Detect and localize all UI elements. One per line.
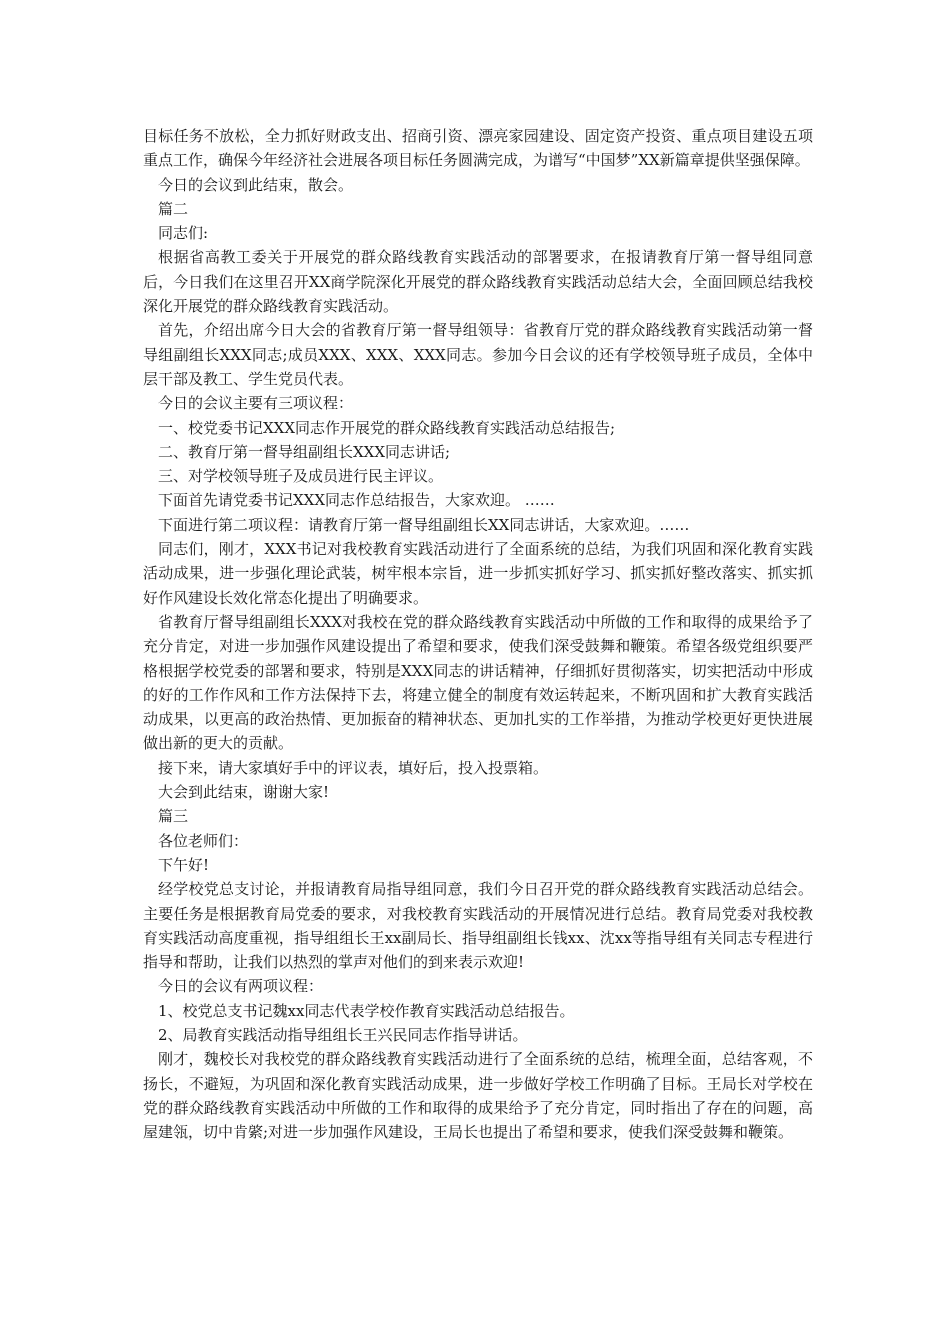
paragraph: 首先，介绍出席今日大会的省教育厅第一督导组领导：省教育厅党的群众路线教育实践活动第一督导组副组长XXX同志;成员XXX、XXX、XXX同志。参加今日会议的还有学校领导班子成员，全体中层干部及教工、学生党员代表。 (143, 321, 813, 388)
paragraph: 目标任务不放松，全力抓好财政支出、招商引资、漂亮家园建设、固定资产投资、重点项目建设五项重点工作，确保今年经济社会进展各项目标任务圆满完成，为谱写“中国梦”XX新篇章提供坚强保障。 (143, 127, 813, 170)
section-heading: 篇二 (158, 199, 189, 218)
agenda-item: 1、校党总支书记魏xx同志代表学校作教育实践活动总结报告。 (158, 1001, 575, 1020)
agenda-item: 2、局教育实践活动指导组组长王兴民同志作指导讲话。 (158, 1025, 528, 1044)
paragraph: 省教育厅督导组副组长XXX对我校在党的群众路线教育实践活动中所做的工作和取得的成果给予了充分肯定，对进一步加强作风建设提出了希望和要求，使我们深受鼓舞和鞭策。希望各级党组织要严格根据学校党委的部署和要求，特别是XXX同志的讲话精神，仔细抓好贯彻落实，切实把活动中形成的好的工作作风和工作方法保持下去，将建立健全的制度有效运转起来，不断巩固和扩大教育实践活动成果，以更高的政治热情、更加振奋的精神状态、更加扎实的工作举措，为推动学校更好更快进展做出新的更大的贡献。 (143, 612, 813, 753)
paragraph: 刚才，魏校长对我校党的群众路线教育实践活动进行了全面系统的总结，梳理全面，总结客观，不扬长，不避短，为巩固和深化教育实践活动成果，进一步做好学校工作明确了目标。王局长对学校在党的群众路线教育实践活动中所做的工作和取得的成果给予了充分肯定，同时指出了存在的问题，高屋建瓴，切中肯綮;对进一步加强作风建设，王局长也提出了希望和要求，使我们深受鼓舞和鞭策。 (143, 1050, 813, 1142)
section-heading: 篇三 (158, 807, 189, 826)
paragraph: 今日的会议到此结束，散会。 (158, 175, 354, 194)
agenda-item: 一、校党委书记XXX同志作开展党的群众路线教育实践活动总结报告; (158, 418, 616, 437)
paragraph: 下面进行第二项议程：请教育厅第一督导组副组长XX同志讲话，大家欢迎。…… (158, 515, 690, 534)
paragraph: 下面首先请党委书记XXX同志作总结报告，大家欢迎。 …… (158, 491, 555, 510)
paragraph: 同志们，刚才，XXX书记对我校教育实践活动进行了全面系统的总结，为我们巩固和深化教育实践活动成果，进一步强化理论武装，树牢根本宗旨，进一步抓实抓好学习、抓实抓好整改落实、抓实抓好作风建设长效化常态化提出了明确要求。 (143, 540, 813, 607)
document-body (143, 124, 813, 1144)
agenda-item: 二、教育厅第一督导组副组长XXX同志讲话; (158, 442, 451, 461)
paragraph: 经学校党总支讨论，并报请教育局指导组同意，我们今日召开党的群众路线教育实践活动总结会。主要任务是根据教育局党委的要求，对我校教育实践活动的开展情况进行总结。教育局党委对我校教育实践活动高度重视，指导组组长王xx副局长、指导组副组长钱xx、沈xx等指导组有关同志专程进行指导和帮助，让我们以热烈的掌声对他们的到来表示欢迎! (143, 880, 813, 972)
paragraph: 今日的会议有两项议程： (158, 977, 324, 996)
paragraph: 接下来，请大家填好手中的评议表，填好后，投入投票箱。 (158, 758, 549, 777)
paragraph: 大会到此结束，谢谢大家! (158, 783, 330, 802)
paragraph: 今日的会议主要有三项议程： (158, 394, 354, 413)
paragraph: 根据省高教工委关于开展党的群众路线教育实践活动的部署要求，在报请教育厅第一督导组同意后，今日我们在这里召开XX商学院深化开展党的群众路线教育实践活动总结大会，全面回顾总结我校深化开展党的群众路线教育实践活动。 (143, 248, 813, 316)
salutation: 同志们: (158, 224, 209, 243)
greeting: 下午好! (158, 855, 210, 874)
salutation: 各位老师们： (158, 831, 249, 850)
agenda-item: 三、对学校领导班子及成员进行民主评议。 (158, 467, 444, 486)
